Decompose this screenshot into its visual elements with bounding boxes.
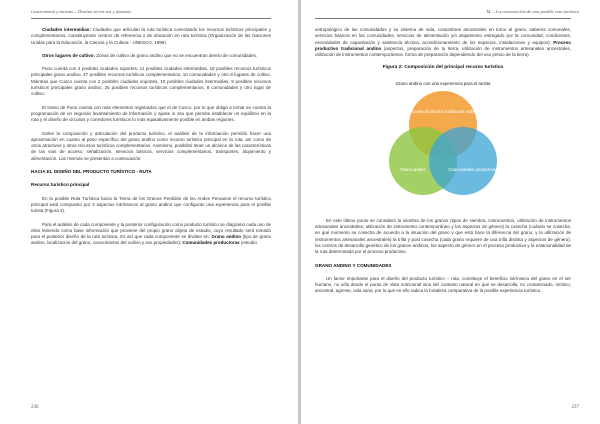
left-page bbox=[0, 0, 298, 424]
paragraph-text: Para el análisis de cada componente y la posterior configuración como producto turístico se diagramó cada uno de ellos teniendo como base información que proviene del propio grano objeto de estudio, cuyo resultado será tomado para el posterior diseño de la ruta turística. Es así que cada componente se dividen en: bbox=[31, 221, 271, 240]
right-header-rule bbox=[315, 18, 571, 19]
paragraph bbox=[315, 218, 571, 256]
paragraph bbox=[315, 276, 571, 295]
paragraph-text: (estudio bbox=[239, 240, 257, 246]
paragraph bbox=[31, 131, 271, 162]
paragraph bbox=[31, 66, 271, 97]
left-header-rule bbox=[31, 18, 271, 19]
right-body bbox=[315, 27, 571, 302]
paragraph-text: Un factor importante para el diseño del producto turístico – ruta, constituye el beneficio intrínseco del grano en el ser humano, no sólo desde el punto de vista nutricional sino del contexto natural en que se desarrolla, no contaminado, místico, ancestral, agreste, vida sana, por lo que en ello radica la fortaleza comparativa de la posible experiencia turística. bbox=[315, 275, 571, 294]
figure-caption: Grano andino con una experiencia para el turista bbox=[395, 80, 491, 86]
paragraph-text: Ciudades que articulan la ruta turística conectando los recursos turísticos principales y complementarios, constituyendo centros de referencia o de ubicación en ruta turística (Organización de las Naciones Unidas para la Educación, la Ciencia y la Cultura - UNESCO, 1999). bbox=[31, 27, 271, 45]
paragraph bbox=[31, 27, 271, 46]
venn-figure bbox=[363, 79, 523, 212]
section-heading: GRANO ANDINO Y COMUNIDADES bbox=[315, 262, 392, 268]
paragraph bbox=[31, 222, 271, 247]
term-label: Ciudades intermedias: bbox=[42, 27, 91, 32]
venn-diagram bbox=[363, 79, 523, 212]
paragraph-text: (aspectos, preparación de la tierra, utilización de instrumentos artesanales ancestrales, utilización de instrumentos contemporáneos, forma de preparación dependiendo del uso previo de la tierra). bbox=[315, 45, 571, 58]
subsection-heading: Recurso turístico principal bbox=[31, 182, 90, 188]
venn-label-proceso: Proceso productivo tradicional andino bbox=[408, 108, 478, 114]
left-running-header: Gastronomía y turismo – Destino sierra sur y pitanzas bbox=[31, 9, 132, 14]
left-page-number: 236 bbox=[31, 405, 39, 410]
right-page-number: 237 bbox=[571, 405, 579, 410]
right-running-header: M. – La construcción de una posible ruta turística bbox=[486, 9, 579, 14]
term-label: Comunidades productoras bbox=[182, 240, 240, 246]
term-label: Grano andino bbox=[211, 234, 241, 240]
paragraph-text: Sobre la composición y articulación del producto turístico, el análisis de la información permitió hacer una aproximación en cuanto al peso específico del grano andino como recurso turístico principal en la ruta, así como de otros atractivos y otros recursos turísticos complementarios. Asimismo, posibilitó tener un alcance de las características de las vías de acceso, señalización, servicios básicos, servicios complementarios, transportes, alojamiento y alimentación. Las mismas se presentan a continuación. bbox=[31, 130, 271, 161]
paragraph bbox=[31, 105, 271, 124]
paragraph bbox=[31, 196, 271, 215]
venn-label-comunidades: Comunidades productoras bbox=[448, 166, 498, 172]
paragraph-text: Puno cuenta con 3 posibles ciudades soportes, 11 posibles ciudades intermedias, 18 posibles recursos turísticos principales grano andino, 47 posibles recursos turísticos complementarios, 10 comunidades y otro 8 lugares de cultivo. Mientras que Cusco cuenta con 2 posibles ciudades soportes, 10 posibles ciudades intermedias, 9 posibles recursos turísticos principales grano andino, 25 posibles recursos turísticos complementarios, 8 comunidades y otro lugar de cultivo. bbox=[31, 66, 271, 97]
section-heading: HACIA EL DISEÑO DEL PRODUCTO TURÍSTICO - RUTA bbox=[31, 169, 152, 175]
paragraph bbox=[315, 27, 571, 58]
paragraph-text: En la posible Ruta Turística hacia la Tierra de los Granos Perdidos de los Andes Peruanos el recurso turístico principal está compuesto por 3 aspectos intrínsecos al grano andino que configuran una experiencia para el posible turista (Figura 2). bbox=[31, 195, 271, 214]
paragraph-text: (tipo de grano andino, localización del grano, conocimiento del cultivo y sus propiedades); bbox=[31, 234, 272, 246]
paragraph-text: En este último punto se consideró la siembra de los granos (tipos de siembra, instrumentos, utilización de instrumentos artesanales ancestrales, utilización de instrumento contemporáneo y los aspectos de género) la cosecha (cuándo se cosecha, en qué momento se cosecha de acuerdo a la situación del grano y que está hace la diferencia del grano, y la utilización de instrumentos artesanales ancestrales) la trilla y post cosecha (cada grano requiere de una trilla distinta y aspectos de género), los centros de desarrollo genético de los granos andinos, los aspecto de género en el proceso productivo y la estacionalidad de la ruta determinada por el proceso productivo. bbox=[315, 217, 571, 255]
right-page bbox=[301, 0, 599, 424]
figure-title: Figura 2: Composición del principal recurso turístico bbox=[382, 65, 504, 71]
paragraph-text: Zonas de cultivo de grano andino que no se encuentran dentro de comunidades. bbox=[95, 52, 258, 58]
paragraph-text: antropológico de las comunidades y su sistema de vida, costumbres ancestrales en torno al grano, saberes comunales, servicios básicos en las comunidades, servicios de alimentación y/o alojamiento entregado por la comunidad, condiciones, necesidades de capacitación y asistencia técnica, acondicionamiento de los espacios, instalaciones y equipos); bbox=[315, 27, 571, 45]
left-body bbox=[31, 27, 271, 254]
venn-circle-comunidades bbox=[429, 127, 497, 195]
term-label: Otros lugares de cultivo: bbox=[42, 52, 96, 58]
paragraph-text: El tramo de Puno cuenta con más elementos registrados que el de Cusco, por lo que obliga a tomar en cuenta la programación de un segundo levantamiento de información y ajuste in situ que permita establecer un equilibrio en la ruta y el diseño de circuitos y corredores turísticos lo más equitativamente posible en ambas regiones. bbox=[31, 104, 271, 123]
term-label: Proceso productivo tradicional andino bbox=[315, 39, 571, 51]
paragraph bbox=[31, 53, 271, 59]
venn-label-grano: Grano andino bbox=[400, 166, 426, 172]
